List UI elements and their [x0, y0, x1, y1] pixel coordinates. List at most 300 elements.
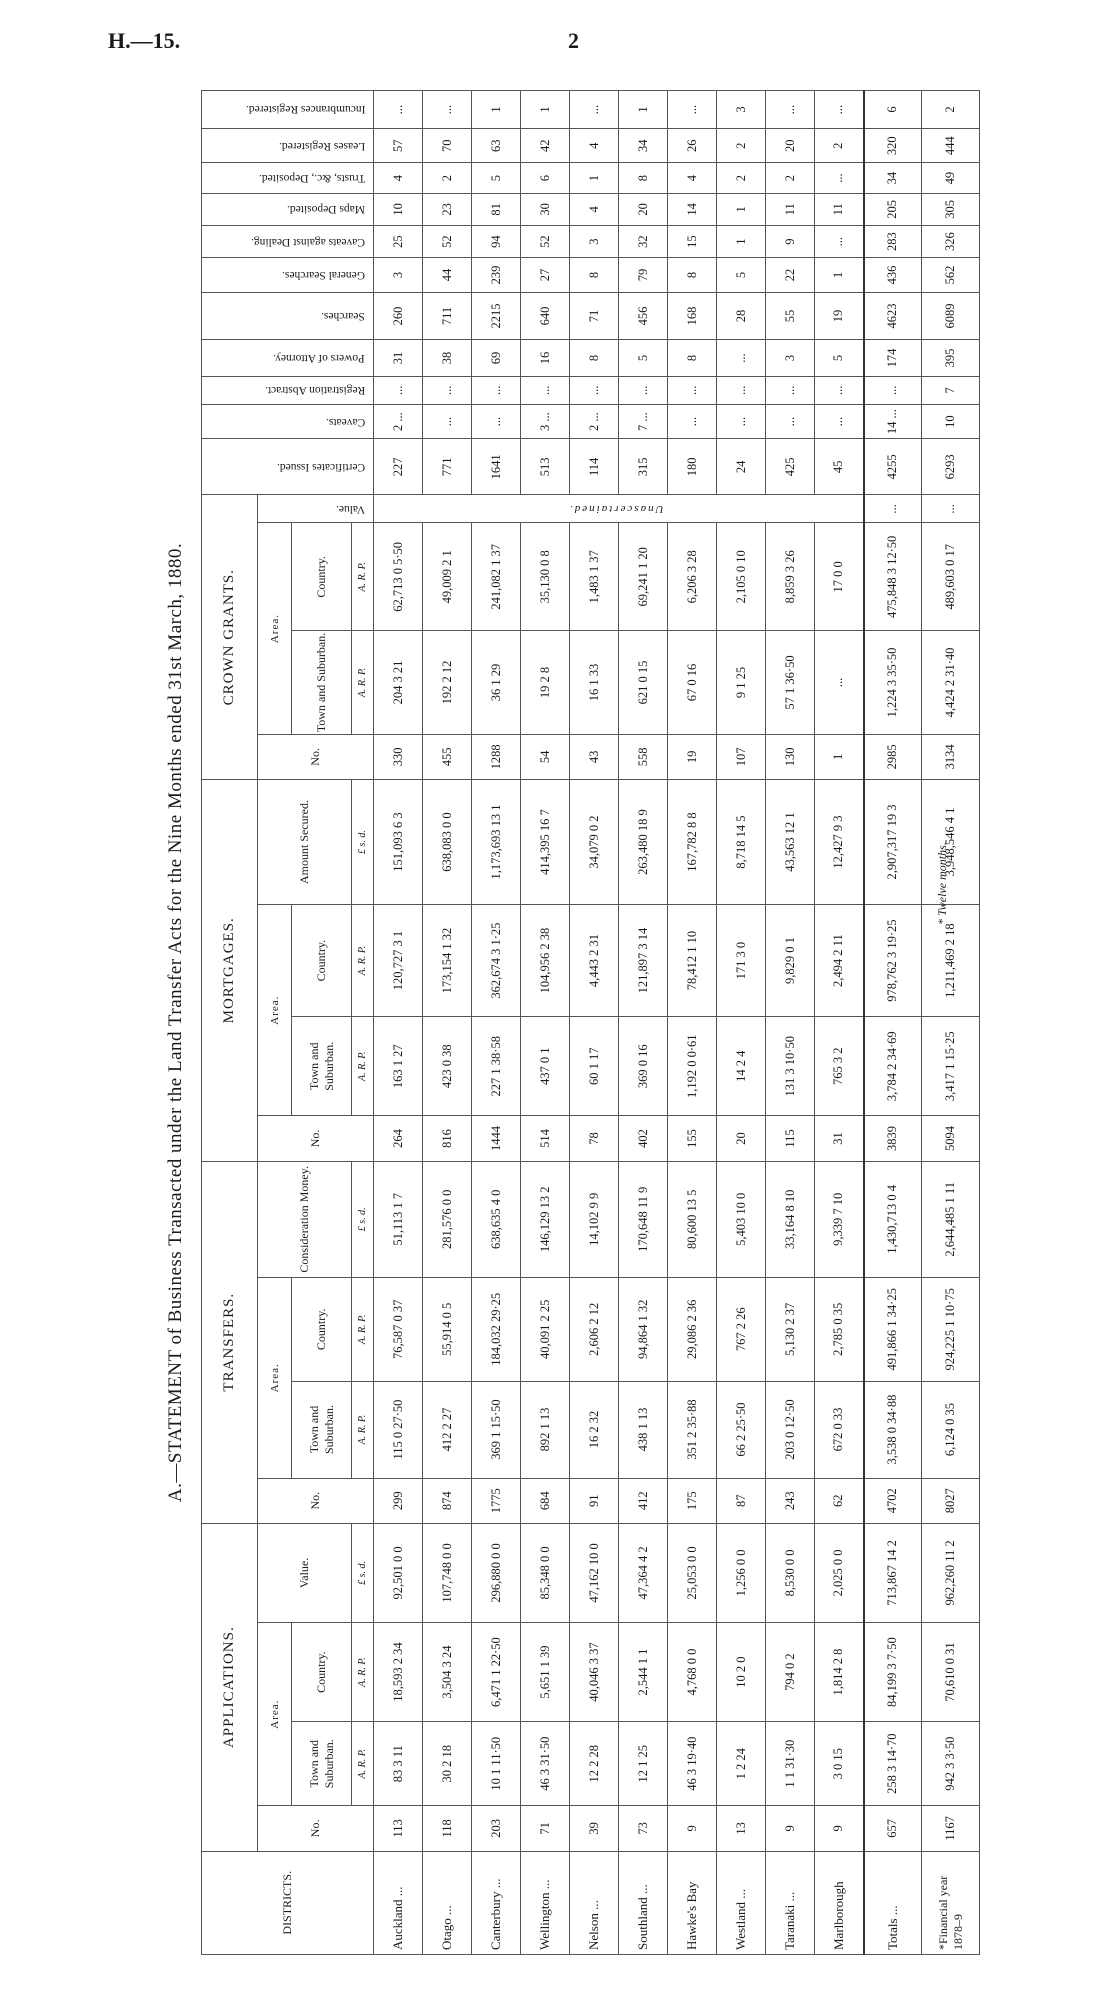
cell-app-no: 203: [472, 1806, 521, 1851]
cell-incumb: ...: [423, 91, 472, 129]
cell-reg: ...: [717, 376, 766, 404]
cell-leases: 70: [423, 128, 472, 162]
table-row: [521, 91, 570, 1955]
cell-mo-town: 423 0 38: [423, 1017, 472, 1116]
tr-town-units: A. R. P.: [352, 1381, 374, 1478]
table-row: [815, 91, 864, 1955]
table-row: [423, 91, 472, 1955]
cg-town-units: A. R. P.: [352, 631, 374, 734]
cell-cert: 114: [570, 439, 619, 495]
cell-tr-country: 767 2 26: [717, 1278, 766, 1381]
district-name: Auckland ...: [374, 1851, 423, 1954]
cell-tr-money: 170,648 11 9: [619, 1161, 668, 1277]
cell-mo-amount: 638,083 0 0: [423, 779, 472, 904]
cell-tr-town: 115 0 27·50: [374, 1381, 423, 1478]
district-name: *Financial year 1878–9: [922, 1851, 980, 1954]
cell-cg-no: 558: [619, 734, 668, 779]
cell-cav: ...: [815, 404, 864, 438]
cell-leases: 63: [472, 128, 521, 162]
cell-reg: ...: [472, 376, 521, 404]
mo-town-units: A. R. P.: [352, 1017, 374, 1116]
cell-cad: 32: [619, 225, 668, 257]
cell-app-country: 2,544 1 1: [619, 1623, 668, 1722]
cell-app-value: 107,748 0 0: [423, 1523, 472, 1622]
registration-abstract-header: Registration Abstract.: [202, 376, 374, 404]
cell-cav: 2 ...: [570, 404, 619, 438]
cell-cert: 1641: [472, 439, 521, 495]
cell-trusts: 2: [766, 163, 815, 193]
cell-tr-country: 76,587 0 37: [374, 1278, 423, 1381]
cell-cg-value: ...: [864, 495, 922, 523]
cell-cav: ...: [668, 404, 717, 438]
trusts-deposited-header: Trusts, &c., Deposited.: [202, 163, 374, 193]
cell-app-town: 30 2 18: [423, 1722, 472, 1806]
cell-tr-no: 4702: [864, 1478, 922, 1523]
cell-mo-town: 131 3 10·50: [766, 1017, 815, 1116]
cell-app-country: 10 2 0: [717, 1623, 766, 1722]
cell-cg-country: 1,483 1 37: [570, 523, 619, 631]
cell-app-town: 1 1 31·30: [766, 1722, 815, 1806]
cell-cg-town: 57 1 36·50: [766, 631, 815, 734]
cell-sea: 711: [423, 292, 472, 339]
cell-leases: 2: [717, 128, 766, 162]
cell-cav: 3 ...: [521, 404, 570, 438]
cell-cav: ...: [472, 404, 521, 438]
cell-reg: ...: [423, 376, 472, 404]
cell-mo-no: 20: [717, 1116, 766, 1161]
cell-app-country: 5,651 1 39: [521, 1623, 570, 1722]
cell-cg-no: 455: [423, 734, 472, 779]
cg-town-header: Town and Suburban.: [292, 631, 352, 734]
cell-trusts: 2: [423, 163, 472, 193]
table-row: [717, 91, 766, 1955]
cell-tr-money: 51,113 1 7: [374, 1161, 423, 1277]
cell-tr-town: 6,124 0 35: [922, 1381, 980, 1478]
cell-tr-no: 8027: [922, 1478, 980, 1523]
cell-cg-no: 2985: [864, 734, 922, 779]
tr-country-header: Country.: [292, 1278, 352, 1381]
caveats-header: Caveats.: [202, 404, 374, 438]
cell-tr-no: 87: [717, 1478, 766, 1523]
cell-app-town: 83 3 11: [374, 1722, 423, 1806]
cell-tr-country: 40,091 2 25: [521, 1278, 570, 1381]
cell-cad: 52: [521, 225, 570, 257]
cell-trusts: 1: [570, 163, 619, 193]
cell-app-value: 2,025 0 0: [815, 1523, 864, 1622]
cell-cert: 513: [521, 439, 570, 495]
cell-mo-no: 514: [521, 1116, 570, 1161]
cell-gen: 562: [922, 258, 980, 292]
cell-mo-amount: 263,480 18 9: [619, 779, 668, 904]
mo-amount-units: £ s. d.: [352, 779, 374, 904]
cell-gen: 27: [521, 258, 570, 292]
cell-incumb: 1: [521, 91, 570, 129]
cell-gen: 5: [717, 258, 766, 292]
cell-reg: ...: [570, 376, 619, 404]
district-name: Marlborough: [815, 1851, 864, 1954]
cell-mo-amount: 167,782 8 8: [668, 779, 717, 904]
district-name: Nelson ...: [570, 1851, 619, 1954]
cell-mo-town: 3,417 1 15·25: [922, 1017, 980, 1116]
cell-cg-country: 8,859 3 26: [766, 523, 815, 631]
cell-cad: 3: [570, 225, 619, 257]
totals-row: [864, 91, 922, 1955]
cell-sea: 260: [374, 292, 423, 339]
cell-trusts: 34: [864, 163, 922, 193]
cell-app-country: 18,593 2 34: [374, 1623, 423, 1722]
cell-pow: 69: [472, 340, 521, 377]
mo-country-units: A. R. P.: [352, 905, 374, 1017]
cell-tr-no: 62: [815, 1478, 864, 1523]
cell-cg-country: 62,713 0 5·50: [374, 523, 423, 631]
footnote: * Twelve months.: [935, 842, 949, 925]
cell-cert: 180: [668, 439, 717, 495]
cell-sea: 28: [717, 292, 766, 339]
cell-app-value: 85,348 0 0: [521, 1523, 570, 1622]
cell-incumb: 6: [864, 91, 922, 129]
cell-gen: 436: [864, 258, 922, 292]
cell-app-no: 13: [717, 1806, 766, 1851]
cell-mo-amount: 414,395 16 7: [521, 779, 570, 904]
incumbrances-registered-header: Incumbrances Registered.: [202, 91, 374, 129]
cell-cg-town: 9 1 25: [717, 631, 766, 734]
cell-sea: 55: [766, 292, 815, 339]
cell-pow: 16: [521, 340, 570, 377]
cell-pow: 5: [619, 340, 668, 377]
cell-app-value: 1,256 0 0: [717, 1523, 766, 1622]
cell-app-town: 12 1 25: [619, 1722, 668, 1806]
cell-pow: 3: [766, 340, 815, 377]
cell-maps: 1: [717, 193, 766, 225]
cell-cert: 4255: [864, 439, 922, 495]
cell-app-no: 113: [374, 1806, 423, 1851]
cg-country-units: A. R. P.: [352, 523, 374, 631]
cell-tr-country: 55,914 0 5: [423, 1278, 472, 1381]
cell-cg-town: 621 0 15: [619, 631, 668, 734]
cell-cg-no: 3134: [922, 734, 980, 779]
cell-cad: 52: [423, 225, 472, 257]
cell-app-town: 46 3 31·50: [521, 1722, 570, 1806]
cell-app-country: 3,504 3 24: [423, 1623, 472, 1722]
statement-table: [201, 90, 980, 1955]
cell-mo-country: 171 3 0: [717, 905, 766, 1017]
cell-tr-money: 80,600 13 5: [668, 1161, 717, 1277]
cell-cg-country: 241,082 1 37: [472, 523, 521, 631]
cell-app-value: 92,501 0 0: [374, 1523, 423, 1622]
cell-tr-country: 2,606 2 12: [570, 1278, 619, 1381]
cell-cert: 24: [717, 439, 766, 495]
cell-cg-country: 475,848 3 12·50: [864, 523, 922, 631]
cell-leases: 26: [668, 128, 717, 162]
table-row: [374, 91, 423, 1955]
cell-trusts: 6: [521, 163, 570, 193]
cell-leases: 34: [619, 128, 668, 162]
cell-cg-country: 6,206 3 28: [668, 523, 717, 631]
cell-app-no: 71: [521, 1806, 570, 1851]
cell-tr-town: 351 2 35·88: [668, 1381, 717, 1478]
cell-maps: 20: [619, 193, 668, 225]
cell-leases: 42: [521, 128, 570, 162]
cell-cert: 425: [766, 439, 815, 495]
cell-gen: 8: [668, 258, 717, 292]
cg-country-header: Country.: [292, 523, 352, 631]
cell-cert: 227: [374, 439, 423, 495]
districts-header: DISTRICTS.: [202, 1851, 374, 1954]
cell-maps: 11: [766, 193, 815, 225]
financial-year-row: [922, 91, 980, 1955]
cell-leases: 57: [374, 128, 423, 162]
cell-mo-no: 3839: [864, 1116, 922, 1161]
cell-cad: 9: [766, 225, 815, 257]
cell-mo-no: 1444: [472, 1116, 521, 1161]
cell-cad: 94: [472, 225, 521, 257]
cell-pow: 174: [864, 340, 922, 377]
cell-cert: 6293: [922, 439, 980, 495]
tr-money-units: £ s. d.: [352, 1161, 374, 1277]
cell-app-country: 70,610 0 31: [922, 1623, 980, 1722]
cell-tr-money: 14,102 9 9: [570, 1161, 619, 1277]
cell-app-country: 6,471 1 22·50: [472, 1623, 521, 1722]
cell-tr-money: 5,403 10 0: [717, 1161, 766, 1277]
cell-cav: ...: [423, 404, 472, 438]
cell-app-country: 794 0 2: [766, 1623, 815, 1722]
cell-cav: 7 ...: [619, 404, 668, 438]
cell-app-no: 39: [570, 1806, 619, 1851]
cell-mo-country: 1,211,469 2 18: [922, 905, 980, 1017]
cell-mo-no: 816: [423, 1116, 472, 1161]
cell-tr-country: 2,785 0 35: [815, 1278, 864, 1381]
statement-body: [374, 91, 980, 1955]
cell-tr-no: 243: [766, 1478, 815, 1523]
cell-mo-country: 9,829 0 1: [766, 905, 815, 1017]
cell-mo-no: 402: [619, 1116, 668, 1161]
cell-trusts: ...: [815, 163, 864, 193]
cell-mo-amount: 8,718 14 5: [717, 779, 766, 904]
cell-cg-town: 204 3 21: [374, 631, 423, 734]
cell-app-no: 9: [815, 1806, 864, 1851]
cell-incumb: 1: [619, 91, 668, 129]
cell-mo-country: 120,727 3 1: [374, 905, 423, 1017]
cell-mo-town: 3,784 2 34·69: [864, 1017, 922, 1116]
cell-app-town: 12 2 28: [570, 1722, 619, 1806]
cell-mo-no: 78: [570, 1116, 619, 1161]
cell-mo-country: 4,443 2 31: [570, 905, 619, 1017]
cell-tr-country: 491,866 1 34·25: [864, 1278, 922, 1381]
cell-trusts: 4: [374, 163, 423, 193]
cell-mo-country: 121,897 3 14: [619, 905, 668, 1017]
cell-maps: 4: [570, 193, 619, 225]
cell-cg-no: 43: [570, 734, 619, 779]
cell-cad: ...: [815, 225, 864, 257]
cell-mo-amount: 1,173,693 13 1: [472, 779, 521, 904]
cell-cg-town: ...: [815, 631, 864, 734]
cell-sea: 168: [668, 292, 717, 339]
cell-tr-no: 412: [619, 1478, 668, 1523]
cell-leases: 20: [766, 128, 815, 162]
cell-mo-country: 362,674 3 1·25: [472, 905, 521, 1017]
app-country-units: A. R. P.: [352, 1623, 374, 1722]
cell-app-value: 47,364 4 2: [619, 1523, 668, 1622]
tr-town-header: Town and Suburban.: [292, 1381, 352, 1478]
cell-mo-no: 5094: [922, 1116, 980, 1161]
general-searches-header: General Searches.: [202, 258, 374, 292]
unascertained-label: Unascertained.: [568, 502, 664, 515]
cell-reg: ...: [864, 376, 922, 404]
cell-trusts: 8: [619, 163, 668, 193]
statement-title: A.—STATEMENT of Business Transacted under the Land Transfer Acts for the Nine Months ended 31st March, 1880.: [165, 542, 186, 1503]
district-name: Westland ...: [717, 1851, 766, 1954]
cell-tr-no: 299: [374, 1478, 423, 1523]
leases-registered-header: Leases Registered.: [202, 128, 374, 162]
cell-reg: ...: [668, 376, 717, 404]
cell-reg: ...: [766, 376, 815, 404]
cell-cg-town: 4,424 2 31·40: [922, 631, 980, 734]
mo-country-header: Country.: [292, 905, 352, 1017]
cell-app-town: 46 3 19·40: [668, 1722, 717, 1806]
cell-mo-amount: 3,948,546 4 1: [922, 779, 980, 904]
cell-cert: 45: [815, 439, 864, 495]
cell-pow: 38: [423, 340, 472, 377]
table-row: [766, 91, 815, 1955]
powers-attorney-header: Powers of Attorney.: [202, 340, 374, 377]
cell-tr-no: 91: [570, 1478, 619, 1523]
cell-maps: 30: [521, 193, 570, 225]
district-name: Hawke's Bay: [668, 1851, 717, 1954]
cell-app-value: 25,053 0 0: [668, 1523, 717, 1622]
cell-maps: 14: [668, 193, 717, 225]
cell-pow: 5: [815, 340, 864, 377]
cell-reg: 7: [922, 376, 980, 404]
cell-mo-town: 369 0 16: [619, 1017, 668, 1116]
cell-cg-value: ...: [922, 495, 980, 523]
cell-leases: 4: [570, 128, 619, 162]
cell-leases: 2: [815, 128, 864, 162]
district-name: Southland ...: [619, 1851, 668, 1954]
cell-mo-country: 978,762 3 19·25: [864, 905, 922, 1017]
cell-app-country: 4,768 0 0: [668, 1623, 717, 1722]
cell-mo-no: 264: [374, 1116, 423, 1161]
mo-amount-header: Amount Secured.: [258, 779, 352, 904]
cell-tr-country: 184,032 29·25: [472, 1278, 521, 1381]
applications-header: APPLICATIONS.: [202, 1523, 258, 1851]
caveats-dealing-header: Caveats against Dealing.: [202, 225, 374, 257]
cell-gen: 79: [619, 258, 668, 292]
cell-cad: 25: [374, 225, 423, 257]
district-name: Canterbury ...: [472, 1851, 521, 1954]
cell-app-value: 296,880 0 0: [472, 1523, 521, 1622]
cg-area-header: Area.: [258, 523, 292, 734]
cell-tr-country: 5,130 2 37: [766, 1278, 815, 1381]
cell-cav: 10: [922, 404, 980, 438]
cell-maps: 81: [472, 193, 521, 225]
cell-mo-town: 227 1 38·58: [472, 1017, 521, 1116]
cell-app-no: 9: [668, 1806, 717, 1851]
cell-reg: ...: [815, 376, 864, 404]
page-number: 2: [568, 28, 579, 53]
cell-app-value: 47,162 10 0: [570, 1523, 619, 1622]
cell-tr-no: 1775: [472, 1478, 521, 1523]
cell-maps: 23: [423, 193, 472, 225]
app-town-units: A. R. P.: [352, 1722, 374, 1806]
cell-app-no: 73: [619, 1806, 668, 1851]
district-name: Taranaki ...: [766, 1851, 815, 1954]
searches-header: Searches.: [202, 292, 374, 339]
cell-cg-country: 489,603 0 17: [922, 523, 980, 631]
cell-cg-country: 17 0 0: [815, 523, 864, 631]
cell-tr-no: 175: [668, 1478, 717, 1523]
tr-no-header: No.: [258, 1478, 374, 1523]
cell-mo-amount: 12,427 9 3: [815, 779, 864, 904]
cell-tr-town: 3,538 0 34·88: [864, 1381, 922, 1478]
cell-trusts: 49: [922, 163, 980, 193]
cell-trusts: 5: [472, 163, 521, 193]
cell-app-country: 1,814 2 8: [815, 1623, 864, 1722]
cell-maps: 11: [815, 193, 864, 225]
cell-mo-no: 115: [766, 1116, 815, 1161]
cell-tr-country: 924,225 1 10·75: [922, 1278, 980, 1381]
cell-app-town: 3 0 15: [815, 1722, 864, 1806]
cell-maps: 205: [864, 193, 922, 225]
page-code: H.—15.: [108, 28, 181, 53]
cell-cg-town: 192 2 12: [423, 631, 472, 734]
cell-cg-no: 130: [766, 734, 815, 779]
cell-cav: ...: [766, 404, 815, 438]
cell-gen: 44: [423, 258, 472, 292]
transfers-header: TRANSFERS.: [202, 1161, 258, 1523]
cell-tr-no: 684: [521, 1478, 570, 1523]
tr-country-units: A. R. P.: [352, 1278, 374, 1381]
cell-mo-town: 60 1 17: [570, 1017, 619, 1116]
mo-no-header: No.: [258, 1116, 374, 1161]
cell-cg-town: 1,224 3 35·50: [864, 631, 922, 734]
cell-trusts: 2: [717, 163, 766, 193]
cell-tr-town: 66 2 25·50: [717, 1381, 766, 1478]
cell-app-country: 40,046 3 37: [570, 1623, 619, 1722]
cell-sea: 456: [619, 292, 668, 339]
cell-trusts: 4: [668, 163, 717, 193]
cell-tr-town: 438 1 13: [619, 1381, 668, 1478]
cell-tr-country: 94,864 1 32: [619, 1278, 668, 1381]
cell-incumb: 2: [922, 91, 980, 129]
cell-mo-amount: 151,093 6 3: [374, 779, 423, 904]
app-town-header: Town and Suburban.: [292, 1722, 352, 1806]
cell-tr-town: 412 2 27: [423, 1381, 472, 1478]
cell-tr-money: 33,164 8 10: [766, 1161, 815, 1277]
district-name: Otago ...: [423, 1851, 472, 1954]
cell-leases: 444: [922, 128, 980, 162]
cell-incumb: ...: [815, 91, 864, 129]
cell-incumb: 1: [472, 91, 521, 129]
cell-tr-town: 892 1 13: [521, 1381, 570, 1478]
cell-sea: 19: [815, 292, 864, 339]
cell-cg-country: 35,130 0 8: [521, 523, 570, 631]
app-no-header: No.: [258, 1806, 374, 1851]
cell-mo-amount: 43,563 12 1: [766, 779, 815, 904]
table-row: [668, 91, 717, 1955]
cell-app-country: 84,199 3 7·50: [864, 1623, 922, 1722]
cell-mo-town: 163 1 27: [374, 1017, 423, 1116]
cell-cg-country: 69,241 1 20: [619, 523, 668, 631]
cell-incumb: ...: [570, 91, 619, 129]
cell-incumb: ...: [374, 91, 423, 129]
cell-pow: 31: [374, 340, 423, 377]
mo-area-header: Area.: [258, 905, 292, 1116]
rotated-statement: [165, 90, 965, 1955]
cell-tr-town: 16 2 32: [570, 1381, 619, 1478]
district-name: Wellington ...: [521, 1851, 570, 1954]
cell-gen: 3: [374, 258, 423, 292]
cell-sea: 71: [570, 292, 619, 339]
